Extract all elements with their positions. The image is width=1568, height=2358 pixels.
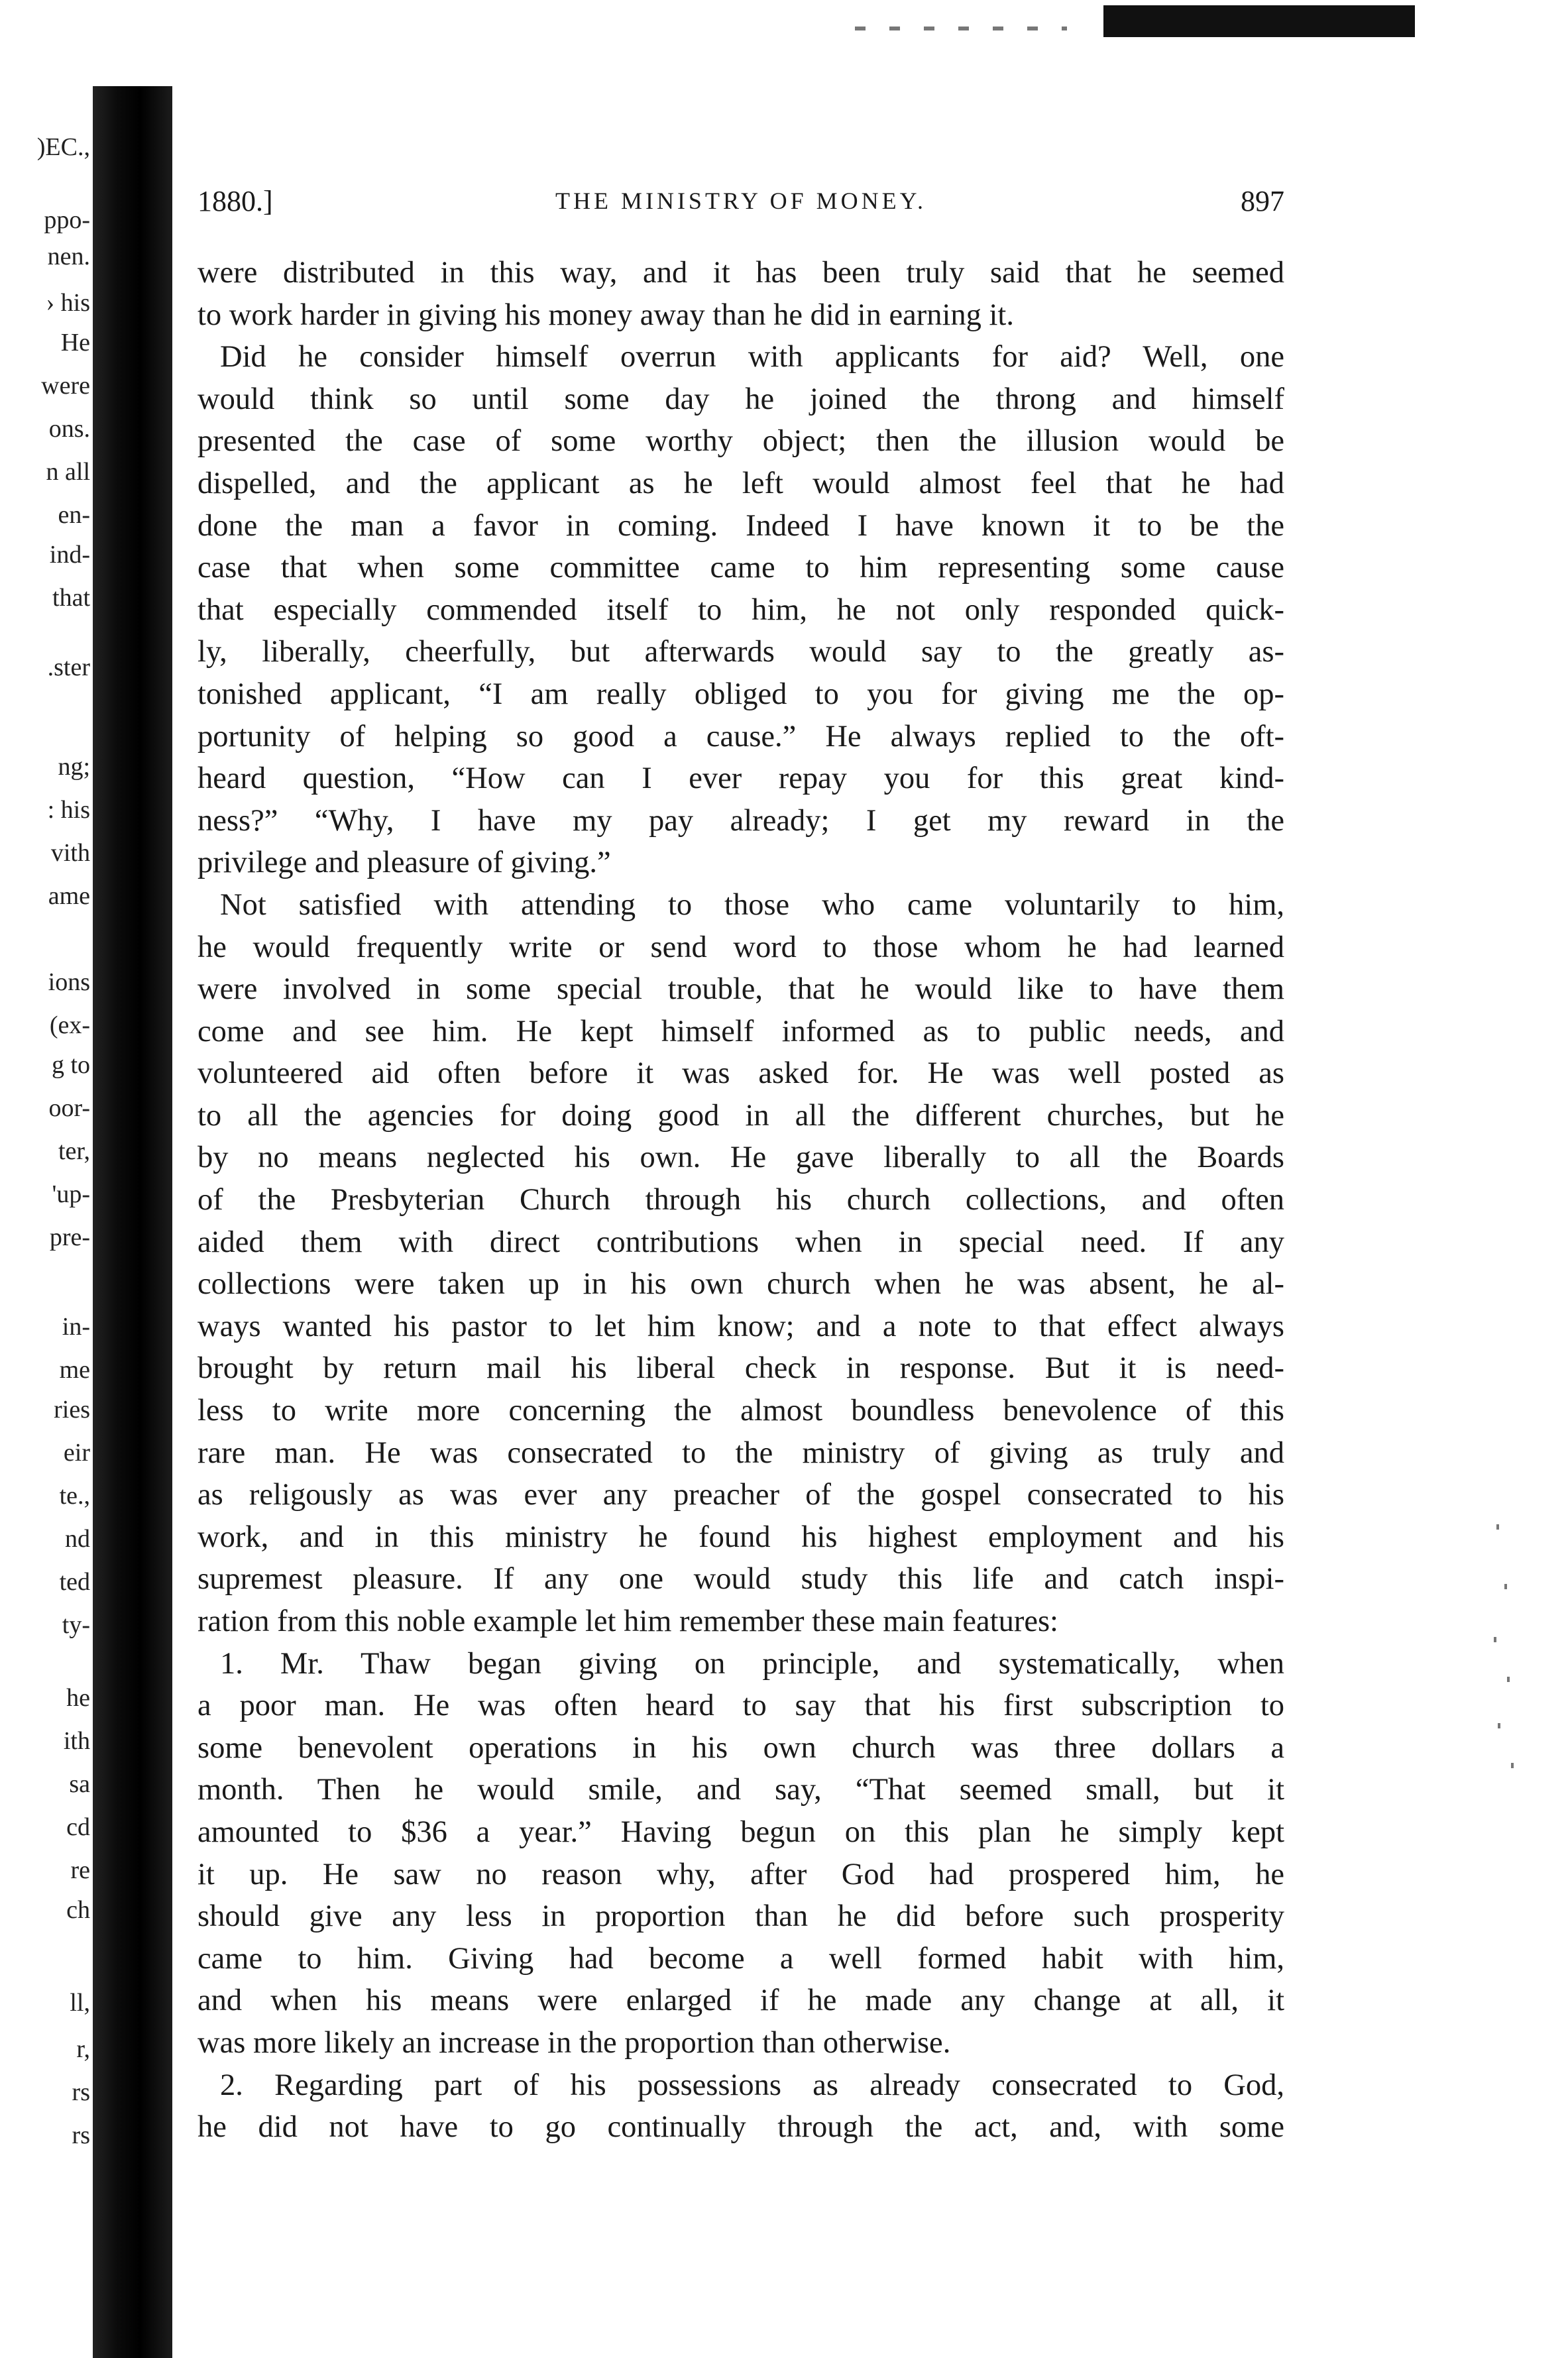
text-line: it up. He saw no reason why, after God had prospered him, he [197, 1857, 1284, 1891]
margin-fragment: cd [66, 1813, 90, 1841]
text-line: ration from this noble example let him remember these main features: [197, 1604, 1058, 1638]
margin-fragment: .ster [47, 653, 90, 681]
margin-fragment: › his [46, 289, 90, 317]
text-line: collections were taken up in his own church when he was absent, he al- [197, 1267, 1284, 1302]
margin-fragment: ted [59, 1568, 90, 1596]
margin-fragment: ch [66, 1896, 90, 1924]
margin-fragment: r, [76, 2035, 90, 2063]
margin-fragment: re [70, 1856, 90, 1884]
text-line: as religously as was ever any preacher of the gospel consecrated to his [197, 1478, 1284, 1512]
text-line: by no means neglected his own. He gave liberally to all the Boards [197, 1141, 1284, 1175]
text-line: he did not have to go continually through the act, and, with some [197, 2110, 1284, 2145]
margin-fragment: in- [62, 1313, 90, 1341]
text-line: presented the case of some worthy object; then the illusion would be [197, 424, 1284, 459]
top-scan-bar [1103, 5, 1415, 37]
text-line: were distributed in this way, and it has been truly said that he seemed [197, 256, 1284, 290]
text-line: 2. Regarding part of his possessions as already consecrated to God, [220, 2068, 1284, 2102]
text-line: portunity of helping so good a cause.” He always replied to the oft- [197, 719, 1284, 754]
margin-fragment: me [59, 1356, 90, 1384]
margin-fragment: 'up- [52, 1180, 90, 1208]
text-line: aided them with direct contributions when in special need. If any [197, 1225, 1284, 1259]
margin-fragment: that [52, 584, 90, 612]
text-line: and when his means were enlarged if he made any change at all, it [197, 1984, 1284, 2018]
margin-fragment: en- [58, 501, 90, 529]
margin-fragment: (ex- [49, 1011, 90, 1039]
text-line: came to him. Giving had become a well formed habit with him, [197, 1941, 1284, 1976]
text-line: supremest pleasure. If any one would study this life and catch inspi- [197, 1562, 1284, 1597]
header-year: 1880.] [197, 185, 273, 217]
page-number: 897 [1241, 185, 1284, 217]
text-line: Not satisfied with attending to those who came voluntarily to him, [220, 887, 1284, 922]
text-line: to all the agencies for doing good in all the different churches, but he [197, 1098, 1284, 1133]
text-line: rare man. He was consecrated to the ministry of giving as truly and [197, 1435, 1284, 1470]
book-binding-shadow [93, 86, 172, 2358]
margin-fragment: eir [63, 1439, 90, 1467]
margin-fragment: ter, [58, 1137, 90, 1165]
margin-fragment: )EC., [36, 133, 90, 161]
margin-fragment: g to [51, 1051, 90, 1079]
facing-page-margin [0, 0, 93, 2358]
margin-fragment: sa [69, 1770, 90, 1798]
scan-specks [1491, 1524, 1531, 1789]
margin-fragment: te., [59, 1482, 90, 1510]
margin-fragment: he [66, 1684, 90, 1712]
text-line: was more likely an increase in the proportion than otherwise. [197, 2025, 951, 2060]
margin-fragment: ty- [62, 1611, 90, 1639]
text-line: done the man a favor in coming. Indeed I have known it to be the [197, 508, 1284, 543]
margin-fragment: ith [63, 1727, 90, 1755]
margin-fragment: nen. [47, 243, 90, 270]
text-line: work, and in this ministry he found his highest employment and his [197, 1520, 1284, 1554]
page-header [197, 184, 1284, 231]
margin-fragment: n all [46, 458, 90, 486]
margin-fragment: were [41, 372, 90, 400]
text-line: brought by return mail his liberal check in response. But it is need- [197, 1351, 1284, 1386]
text-line: 1. Mr. Thaw began giving on principle, and systematically, when [220, 1646, 1284, 1681]
text-line: privilege and pleasure of giving.” [197, 846, 611, 880]
text-line: to work harder in giving his money away than he did in earning it. [197, 298, 1014, 332]
margin-fragment: He [60, 329, 90, 357]
text-line: case that when some committee came to him representing some cause [197, 551, 1284, 585]
margin-fragment: ll, [70, 1989, 90, 2017]
text-line: he would frequently write or send word to those whom he had learned [197, 930, 1284, 964]
margin-fragment: ng; [58, 753, 90, 781]
margin-fragment: : his [47, 796, 90, 824]
running-title: THE MINISTRY OF MONEY. [555, 188, 927, 214]
margin-fragment: rs [72, 2078, 90, 2106]
text-line: that especially commended itself to him, he not only responded quick- [197, 592, 1284, 627]
text-line: of the Presbyterian Church through his church collections, and often [197, 1183, 1284, 1217]
text-line: amounted to $36 a year.” Having begun on this plan he simply kept [197, 1815, 1284, 1849]
text-line: less to write more concerning the almost boundless benevolence of this [197, 1394, 1284, 1428]
text-line: would think so until some day he joined the throng and himself [197, 382, 1284, 416]
margin-fragment: ame [48, 882, 90, 910]
text-line: volunteered aid often before it was asked for. He was well posted as [197, 1056, 1284, 1091]
margin-fragment: oor- [48, 1094, 90, 1122]
text-line: heard question, “How can I ever repay you for this great kind- [197, 761, 1284, 796]
margin-fragment: pre- [49, 1223, 90, 1251]
text-line: some benevolent operations in his own church was three dollars a [197, 1730, 1284, 1765]
text-line: month. Then he would smile, and say, “That seemed small, but it [197, 1773, 1284, 1807]
text-line: ness?” “Why, I have my pay already; I get my reward in the [197, 803, 1284, 838]
margin-fragment: ons. [48, 415, 90, 443]
text-line: come and see him. He kept himself informed as to public needs, and [197, 1014, 1284, 1048]
article-body [197, 252, 1284, 2149]
margin-fragment: nd [65, 1525, 90, 1553]
text-line: were involved in some special trouble, that he would like to have them [197, 972, 1284, 1007]
text-line: ways wanted his pastor to let him know; and a note to that effect always [197, 1309, 1284, 1343]
margin-fragment: vith [50, 839, 90, 867]
top-edge-marks [855, 27, 1067, 30]
text-line: ly, liberally, cheerfully, but afterwards would say to the greatly as- [197, 635, 1284, 669]
margin-fragment: rs [72, 2121, 90, 2149]
text-line: tonished applicant, “I am really obliged to you for giving me the op- [197, 677, 1284, 711]
margin-fragment: ions [48, 968, 90, 996]
text-line: a poor man. He was often heard to say that his first subscription to [197, 1689, 1284, 1723]
margin-fragment: ind- [49, 541, 90, 569]
text-line: dispelled, and the applicant as he left would almost feel that he had [197, 466, 1284, 500]
margin-fragment: ppo- [44, 206, 90, 234]
text-line: Did he consider himself overrun with applicants for aid? Well, one [220, 340, 1284, 374]
text-line: should give any less in proportion than he did before such prosperity [197, 1899, 1284, 1934]
margin-fragment: ries [54, 1396, 90, 1424]
